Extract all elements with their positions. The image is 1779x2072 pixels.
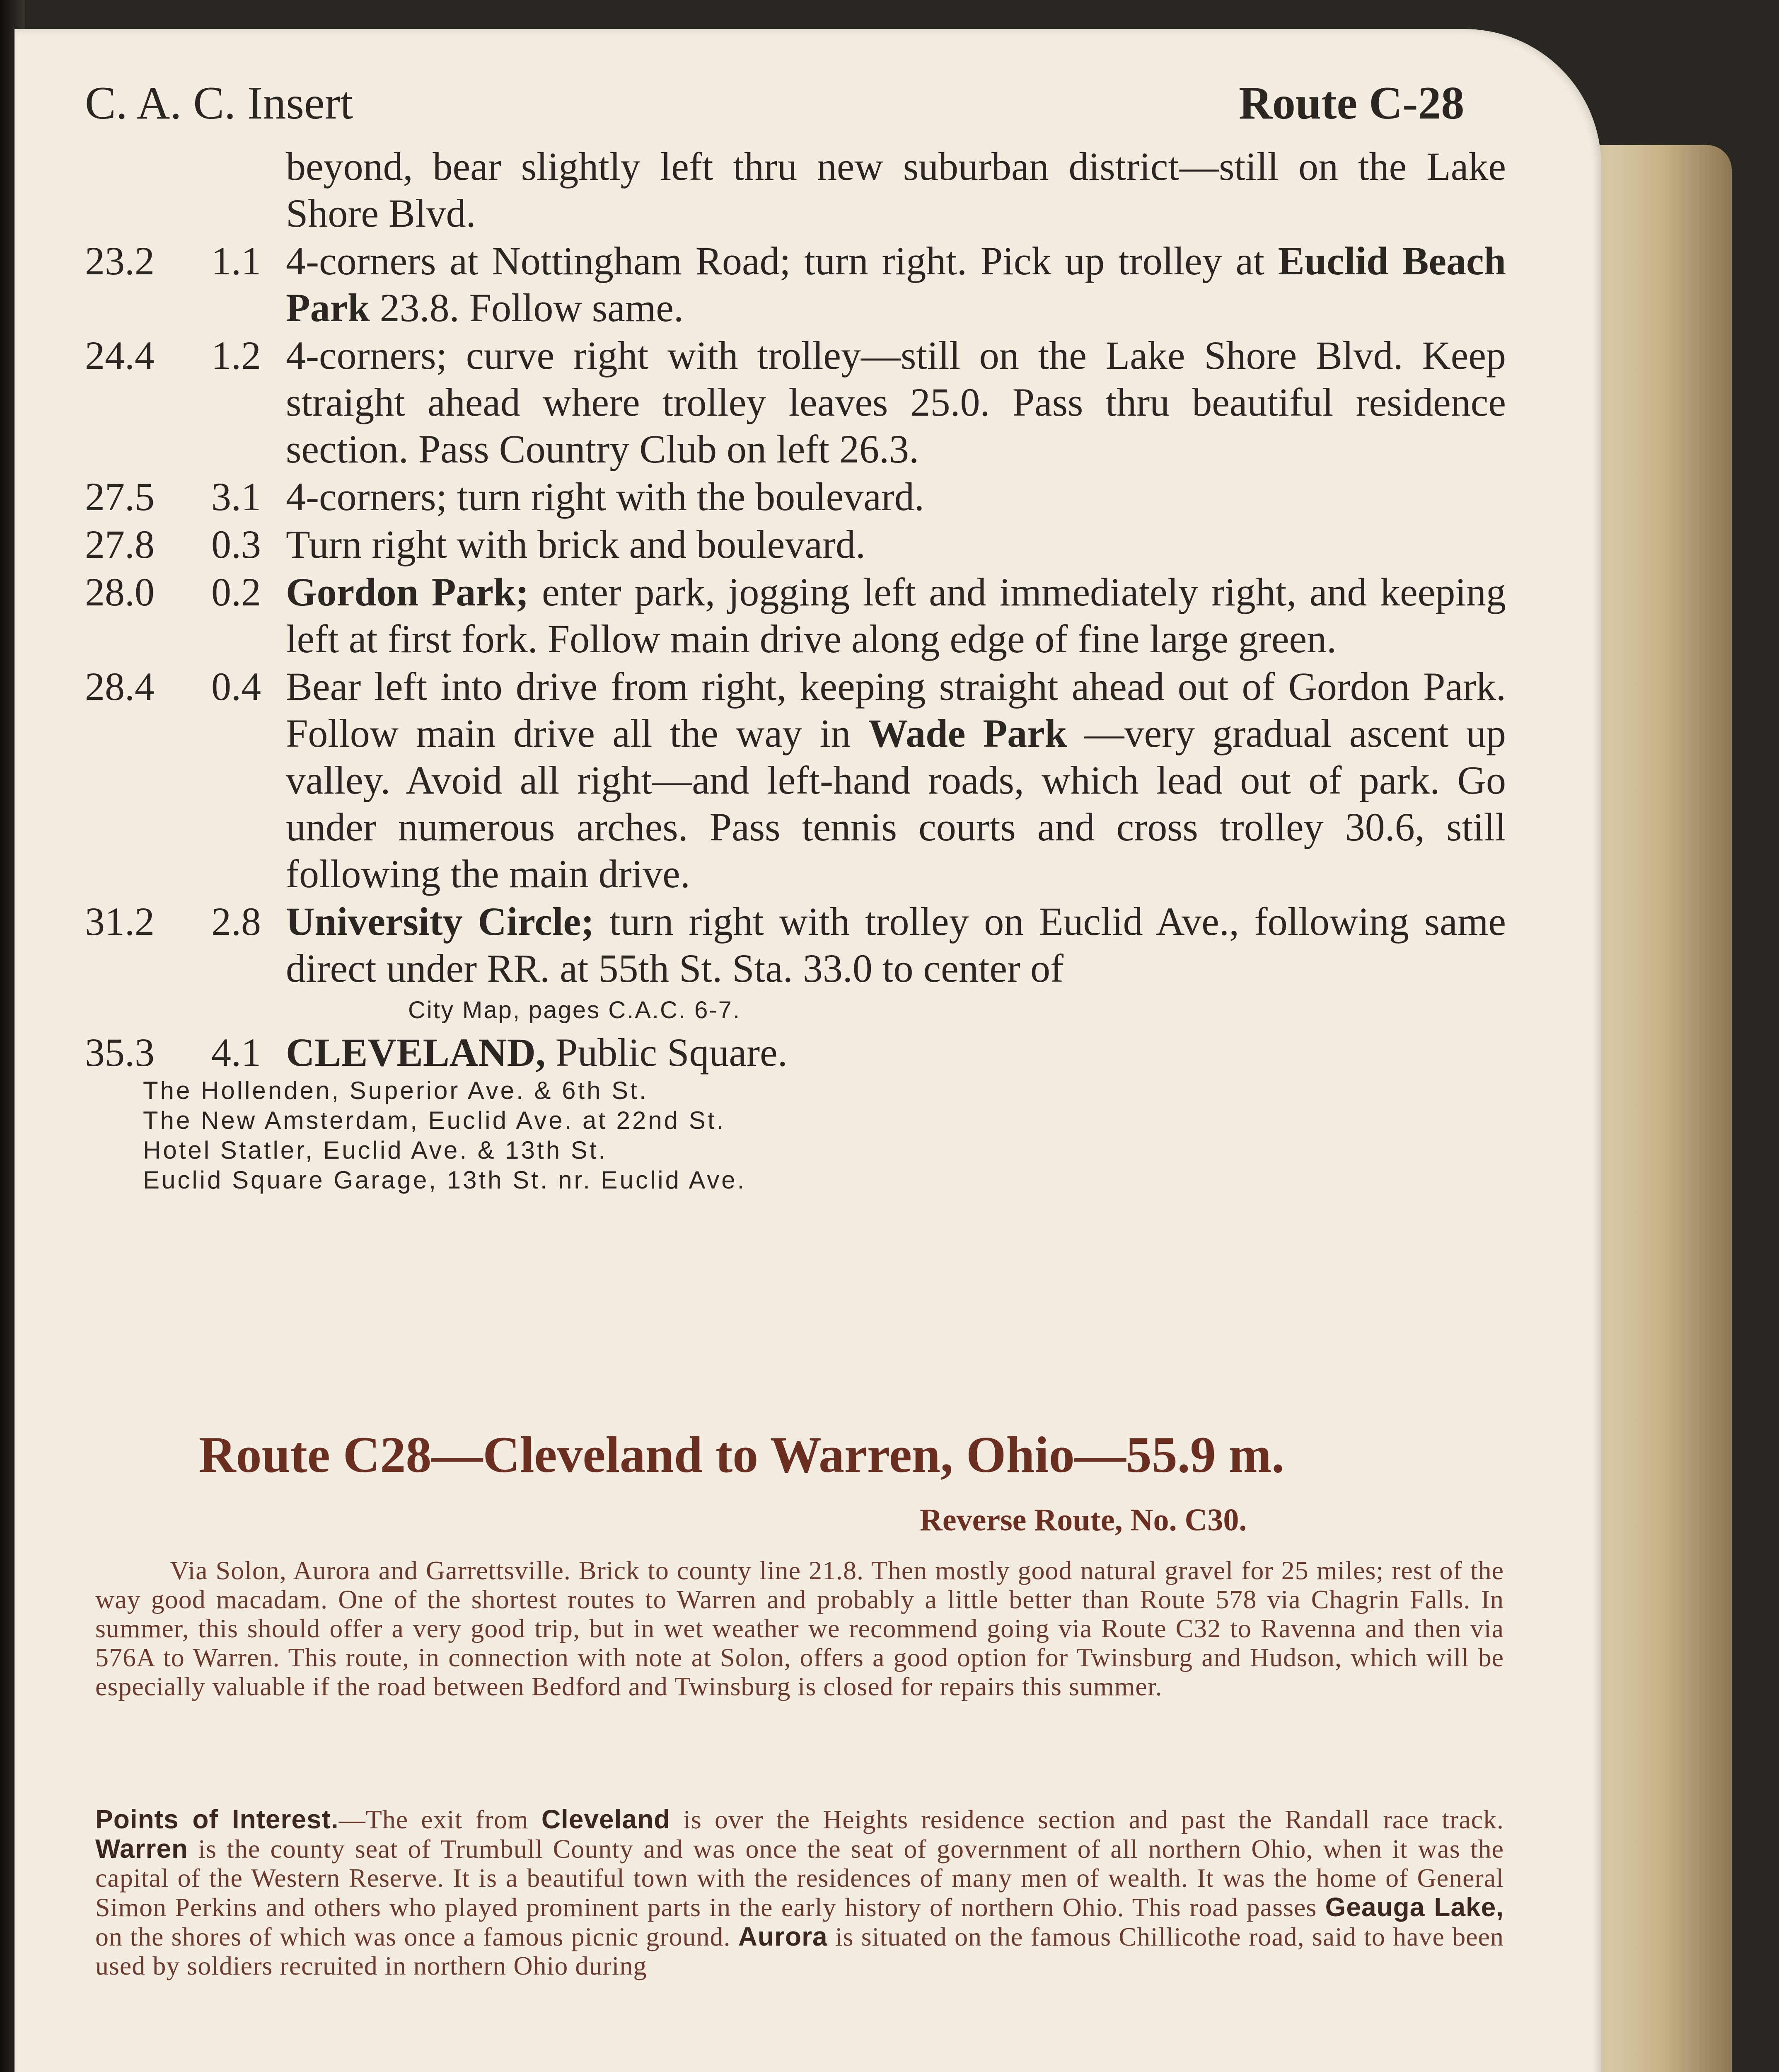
reverse-route-note: Reverse Route, No. C30. [920, 1503, 1247, 1537]
direction-text: 4-corners; turn right with the boulevard. [286, 474, 924, 519]
interval-mileage: 0.4 [211, 664, 261, 709]
hotel-item: Hotel Statler, Euclid Ave. & 13th St. [143, 1136, 608, 1164]
total-mileage: 27.5 [85, 474, 155, 519]
landmark: Gordon Park; [286, 570, 529, 614]
direction-text: CLEVELAND, Public Square. [286, 1030, 788, 1075]
route-intro-paragraph: Via Solon, Aurora and Garrettsville. Brick to county line 21.8. Then mostly good natural gravel for 25 miles; rest of the way good macadam. One of the shortest routes to Warren and probably a little better than Route 578 via Chagrin Falls. In summer, this should offer a very good trip, but in wet weather we recommend going via Route C32 to Ravenna and then via 576A to Warren. This route, in connection with note at Solon, offers a good option for Twinsburg and Hudson, which will be especially valuable if the road between Bedford and Twinsburg is closed for repairs this summer. [95, 1556, 1504, 1701]
hotel-item: The Hollenden, Superior Ave. & 6th St. [143, 1077, 648, 1104]
landmark: University Circle; [286, 899, 595, 944]
route-title: Route C28—Cleveland to Warren, Ohio—55.9 m. [199, 1426, 1285, 1483]
interval-mileage: 1.2 [211, 333, 261, 378]
interval-mileage: 3.1 [211, 474, 261, 519]
direction-row [85, 237, 1506, 331]
direction-text: Bear left into drive from right, keeping straight ahead out of Gordon Park. Follow main drive all the way in Wade Park —very gradual ascent up valley. Avoid all right—and left-hand roads, which lead out of park. Go under numerous arches. Pass tennis courts and cross trolley 30.6, still following the main drive. [286, 664, 1506, 896]
direction-row [85, 332, 1506, 472]
interval-mileage: 1.1 [211, 239, 261, 283]
total-mileage: 31.2 [85, 899, 155, 944]
hotel-item: The New Amsterdam, Euclid Ave. at 22nd St. [143, 1106, 726, 1134]
direction-text: University Circle; turn right with trolley on Euclid Ave., following same direct under RR. at 55th St. Sta. 33.0 to center of [286, 899, 1506, 990]
points-of-interest-paragraph: Points of Interest.—The exit from Cleveland is over the Heights residence section and past the Randall race track. Warren is the county seat of Trumbull County and was once the seat of government of all northern Ohio, when it was the capital of the Western Reserve. It is a beautiful town with the residences of many men of wealth. It was the home of General Simon Perkins and others who played prominent parts in the early history of northern Ohio. This road passes Geauga Lake, on the shores of which was once a famous picnic ground. Aurora is situated on the famous Chillicothe road, said to have been used by soldiers recruited in northern Ohio during [95, 1804, 1504, 1980]
total-mileage: 35.3 [85, 1030, 155, 1075]
place-name: Cleveland [541, 1804, 671, 1834]
total-mileage: 24.4 [85, 333, 155, 378]
total-mileage: 23.2 [85, 239, 155, 283]
interval-mileage: 2.8 [211, 899, 261, 944]
running-header-left: C. A. C. Insert [85, 77, 353, 129]
direction-text: 4-corners; curve right with trolley—still on the Lake Shore Blvd. Keep straight ahead where trolley leaves 25.0. Pass thru beautiful residence section. Pass Country Club on left 26.3. [286, 333, 1506, 471]
total-mileage: 28.0 [85, 570, 155, 614]
total-mileage: 28.4 [85, 664, 155, 709]
route-directions [85, 143, 1506, 1195]
place-name: Geauga Lake, [1325, 1892, 1504, 1922]
interval-mileage: 0.3 [211, 522, 261, 566]
total-mileage: 27.8 [85, 522, 155, 566]
direction-row [85, 521, 1506, 568]
landmark: Euclid Beach Park [286, 239, 1506, 330]
city-map-note: City Map, pages C.A.C. 6-7. [408, 997, 741, 1024]
direction-text: beyond, bear slightly left thru new suburban district—still on the Lake Shore Blvd. [286, 144, 1506, 235]
landmark: Wade Park [868, 711, 1067, 755]
direction-row [85, 569, 1506, 662]
poi-label: Points of Interest. [95, 1804, 339, 1834]
direction-row [85, 898, 1506, 992]
hotel-list [143, 1076, 1506, 1195]
running-header-route: Route C-28 [1239, 77, 1465, 129]
hotel-item: Euclid Square Garage, 13th St. nr. Euclid Ave. [143, 1166, 747, 1194]
direction-row [85, 1029, 1506, 1076]
place-name: Aurora [738, 1922, 828, 1951]
place-name: Warren [95, 1834, 189, 1864]
direction-row [85, 473, 1506, 520]
interval-mileage: 4.1 [211, 1030, 261, 1075]
direction-row [85, 143, 1506, 237]
interval-mileage: 0.2 [211, 570, 261, 614]
direction-text: Turn right with brick and boulevard. [286, 522, 865, 566]
direction-text: 4-corners at Nottingham Road; turn right. Pick up trolley at Euclid Beach Park 23.8. Follow same. [286, 239, 1506, 330]
direction-row [85, 663, 1506, 897]
direction-text: Gordon Park; enter park, jogging left and immediately right, and keeping left at first fork. Follow main drive along edge of fine large green. [286, 570, 1506, 661]
destination: CLEVELAND, [286, 1030, 546, 1075]
